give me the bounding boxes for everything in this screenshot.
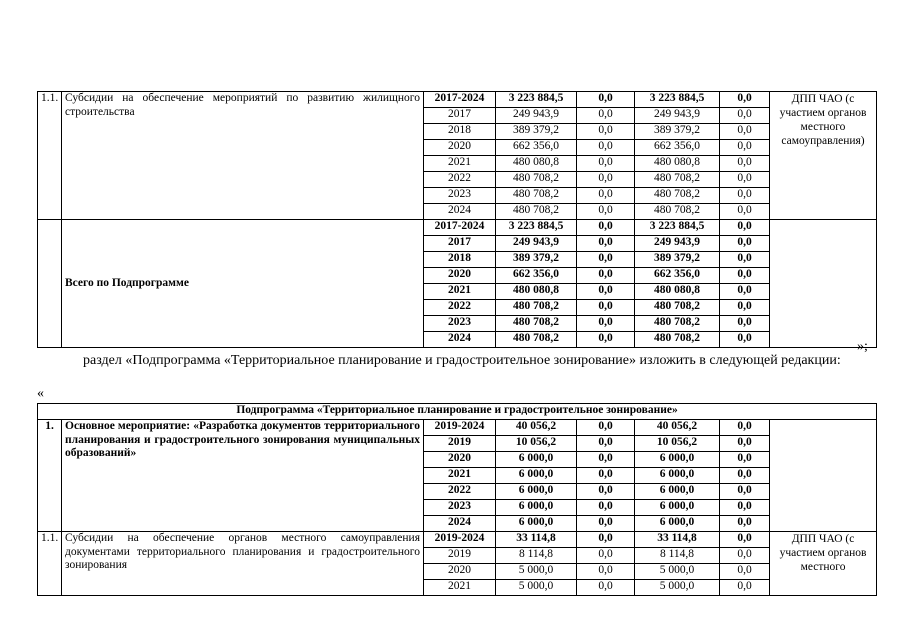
local-budget-cell: 0,0 [720,332,770,348]
year-cell: 2019 [424,548,496,564]
okrug-budget-cell: 480 708,2 [635,172,720,188]
year-cell: 2018 [424,124,496,140]
federal-budget-cell: 0,0 [577,332,635,348]
year-cell: 2023 [424,316,496,332]
federal-budget-cell: 0,0 [577,188,635,204]
total-amount-cell: 662 356,0 [496,140,577,156]
local-budget-cell: 0,0 [720,500,770,516]
executor-note: ДПП ЧАО (с участием органов местного [770,532,877,596]
local-budget-cell: 0,0 [720,300,770,316]
okrug-budget-cell: 3 223 884,5 [635,220,720,236]
federal-budget-cell: 0,0 [577,108,635,124]
total-amount-cell: 662 356,0 [496,268,577,284]
year-cell: 2021 [424,580,496,596]
local-budget-cell: 0,0 [720,436,770,452]
federal-budget-cell: 0,0 [577,500,635,516]
total-amount-cell: 6 000,0 [496,484,577,500]
federal-budget-cell: 0,0 [577,532,635,548]
okrug-budget-cell: 662 356,0 [635,268,720,284]
local-budget-cell: 0,0 [720,564,770,580]
year-cell: 2020 [424,452,496,468]
table-row [38,532,877,548]
local-budget-cell: 0,0 [720,548,770,564]
federal-budget-cell: 0,0 [577,172,635,188]
total-amount-cell: 5 000,0 [496,580,577,596]
table-row [38,220,877,236]
total-amount-cell: 389 379,2 [496,124,577,140]
total-amount-cell: 480 080,8 [496,156,577,172]
year-cell: 2021 [424,468,496,484]
okrug-budget-cell: 40 056,2 [635,420,720,436]
total-amount-cell: 480 708,2 [496,316,577,332]
okrug-budget-cell: 6 000,0 [635,516,720,532]
year-cell: 2018 [424,252,496,268]
total-amount-cell: 6 000,0 [496,516,577,532]
okrug-budget-cell: 6 000,0 [635,484,720,500]
total-amount-cell: 389 379,2 [496,252,577,268]
total-amount-cell: 8 114,8 [496,548,577,564]
federal-budget-cell: 0,0 [577,548,635,564]
row-number: 1.1. [38,532,62,596]
federal-budget-cell: 0,0 [577,220,635,236]
local-budget-cell: 0,0 [720,252,770,268]
total-amount-cell: 3 223 884,5 [496,220,577,236]
federal-budget-cell: 0,0 [577,420,635,436]
local-budget-cell: 0,0 [720,468,770,484]
federal-budget-cell: 0,0 [577,452,635,468]
row-number [38,220,62,348]
okrug-budget-cell: 480 708,2 [635,332,720,348]
opening-quote: « [37,386,44,401]
okrug-budget-cell: 249 943,9 [635,236,720,252]
row-number: 1. [38,420,62,532]
okrug-budget-cell: 6 000,0 [635,468,720,484]
federal-budget-cell: 0,0 [577,580,635,596]
local-budget-cell: 0,0 [720,140,770,156]
total-amount-cell: 10 056,2 [496,436,577,452]
local-budget-cell: 0,0 [720,172,770,188]
local-budget-cell: 0,0 [720,268,770,284]
year-cell: 2022 [424,300,496,316]
year-cell: 2021 [424,284,496,300]
okrug-budget-cell: 480 708,2 [635,204,720,220]
subprogram-table-territorial-planning [37,403,877,596]
federal-budget-cell: 0,0 [577,564,635,580]
okrug-budget-cell: 5 000,0 [635,580,720,596]
activity-name: Основное мероприятие: «Разработка документов территориального планирования и градостроительного зонирования муниципальных образований» [62,420,424,532]
okrug-budget-cell: 480 708,2 [635,316,720,332]
total-amount-cell: 480 080,8 [496,284,577,300]
year-cell: 2019 [424,436,496,452]
federal-budget-cell: 0,0 [577,284,635,300]
closing-quote: »; [857,339,868,354]
year-cell: 2019-2024 [424,532,496,548]
okrug-budget-cell: 10 056,2 [635,436,720,452]
federal-budget-cell: 0,0 [577,516,635,532]
local-budget-cell: 0,0 [720,236,770,252]
subprogram-total-label: Всего по Подпрограмме [62,220,424,348]
local-budget-cell: 0,0 [720,188,770,204]
activity-name: Субсидии на обеспечение мероприятий по развитию жилищного строительства [62,92,424,220]
year-cell: 2023 [424,500,496,516]
total-amount-cell: 249 943,9 [496,236,577,252]
local-budget-cell: 0,0 [720,124,770,140]
total-amount-cell: 480 708,2 [496,188,577,204]
year-cell: 2024 [424,516,496,532]
year-cell: 2017-2024 [424,220,496,236]
total-amount-cell: 480 708,2 [496,300,577,316]
year-cell: 2021 [424,156,496,172]
federal-budget-cell: 0,0 [577,252,635,268]
row-number: 1.1. [38,92,62,220]
local-budget-cell: 0,0 [720,484,770,500]
activity-name: Субсидии на обеспечение органов местного самоуправления документами территориального планирования и градостроительного зонирования [62,532,424,596]
federal-budget-cell: 0,0 [577,204,635,220]
okrug-budget-cell: 389 379,2 [635,252,720,268]
local-budget-cell: 0,0 [720,108,770,124]
table-row [38,420,877,436]
executor-note: ДПП ЧАО (с участием органов местного самоуправления) [770,92,877,220]
local-budget-cell: 0,0 [720,92,770,108]
federal-budget-cell: 0,0 [577,124,635,140]
total-amount-cell: 6 000,0 [496,500,577,516]
okrug-budget-cell: 8 114,8 [635,548,720,564]
year-cell: 2022 [424,484,496,500]
local-budget-cell: 0,0 [720,516,770,532]
federal-budget-cell: 0,0 [577,140,635,156]
federal-budget-cell: 0,0 [577,436,635,452]
year-cell: 2020 [424,564,496,580]
year-cell: 2017-2024 [424,92,496,108]
total-amount-cell: 480 708,2 [496,332,577,348]
okrug-budget-cell: 480 080,8 [635,156,720,172]
year-cell: 2020 [424,140,496,156]
local-budget-cell: 0,0 [720,220,770,236]
federal-budget-cell: 0,0 [577,236,635,252]
local-budget-cell: 0,0 [720,532,770,548]
year-cell: 2019-2024 [424,420,496,436]
total-amount-cell: 6 000,0 [496,452,577,468]
okrug-budget-cell: 6 000,0 [635,452,720,468]
federal-budget-cell: 0,0 [577,468,635,484]
local-budget-cell: 0,0 [720,420,770,436]
okrug-budget-cell: 33 114,8 [635,532,720,548]
year-cell: 2020 [424,268,496,284]
amendment-paragraph: раздел «Подпрограмма «Территориальное планирование и градостроительное зонирование» изложить в следующей редакции: [83,353,841,368]
executor-note [770,220,877,348]
year-cell: 2024 [424,332,496,348]
total-amount-cell: 5 000,0 [496,564,577,580]
total-amount-cell: 40 056,2 [496,420,577,436]
executor-note [770,420,877,532]
okrug-budget-cell: 3 223 884,5 [635,92,720,108]
okrug-budget-cell: 389 379,2 [635,124,720,140]
year-cell: 2017 [424,108,496,124]
local-budget-cell: 0,0 [720,452,770,468]
total-amount-cell: 480 708,2 [496,172,577,188]
okrug-budget-cell: 249 943,9 [635,108,720,124]
federal-budget-cell: 0,0 [577,156,635,172]
total-amount-cell: 6 000,0 [496,468,577,484]
total-amount-cell: 33 114,8 [496,532,577,548]
local-budget-cell: 0,0 [720,580,770,596]
federal-budget-cell: 0,0 [577,300,635,316]
okrug-budget-cell: 480 708,2 [635,300,720,316]
year-cell: 2022 [424,172,496,188]
table-row [38,92,877,108]
subprogram-title: Подпрограмма «Территориальное планирование и градостроительное зонирование» [38,404,877,420]
local-budget-cell: 0,0 [720,156,770,172]
year-cell: 2023 [424,188,496,204]
okrug-budget-cell: 6 000,0 [635,500,720,516]
federal-budget-cell: 0,0 [577,92,635,108]
total-amount-cell: 249 943,9 [496,108,577,124]
year-cell: 2024 [424,204,496,220]
local-budget-cell: 0,0 [720,316,770,332]
federal-budget-cell: 0,0 [577,316,635,332]
okrug-budget-cell: 662 356,0 [635,140,720,156]
local-budget-cell: 0,0 [720,204,770,220]
year-cell: 2017 [424,236,496,252]
total-amount-cell: 3 223 884,5 [496,92,577,108]
federal-budget-cell: 0,0 [577,484,635,500]
okrug-budget-cell: 5 000,0 [635,564,720,580]
local-budget-cell: 0,0 [720,284,770,300]
federal-budget-cell: 0,0 [577,268,635,284]
total-amount-cell: 480 708,2 [496,204,577,220]
okrug-budget-cell: 480 080,8 [635,284,720,300]
okrug-budget-cell: 480 708,2 [635,188,720,204]
subprogram-table-housing [37,91,877,348]
